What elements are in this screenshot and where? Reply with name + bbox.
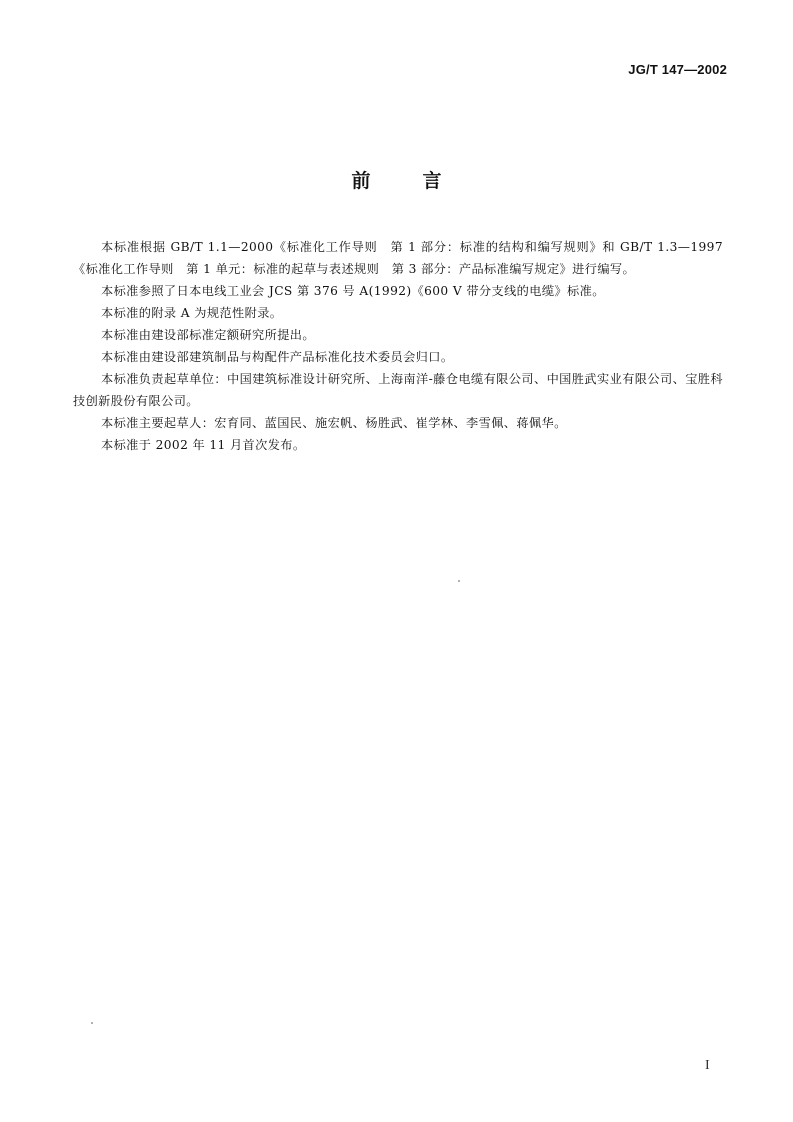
paragraph-committee: 本标准由建设部建筑制品与构配件产品标准化技术委员会归口。 [101,350,454,364]
paragraph-reference: 本标准参照了日本电线工业会 JCS 第 376 号 A(1992)《600 V 带分支线的电缆》标准。 [101,284,605,298]
paragraph-drafting-units: 本标准负责起草单位：中国建筑标准设计研究所、上海南洋-藤仓电缆有限公司、中国胜武实业有限公司、宝胜科技创新股份有限公司。 [73,372,723,408]
scan-speck [91,1022,93,1024]
paragraph-release: 本标准于 2002 年 11 月首次发布。 [101,438,306,452]
paragraph-proposer: 本标准由建设部标准定额研究所提出。 [101,328,315,342]
page-title [0,166,793,193]
paragraph-appendix: 本标准的附录 A 为规范性附录。 [101,306,283,320]
paragraph-drafters: 本标准主要起草人：宏育同、蓝国民、施宏帆、杨胜武、崔学林、李雪佩、蒋佩华。 [101,416,567,430]
paragraph-basis: 本标准根据 GB/T 1.1—2000《标准化工作导则 第 1 部分：标准的结构和编写规则》和 GB/T 1.3—1997《标准化工作导则 第 1 单元：标准的起草与表述规则 第 3 部分：产品标准编写规定》进行编写。 [73,240,723,276]
page-number: I [705,1058,710,1073]
foreword-body [73,236,723,456]
document-code: JG/T 147—2002 [628,62,727,77]
title-char-1: 前 [351,170,371,192]
scan-speck [458,580,460,582]
title-char-2: 言 [422,170,442,192]
